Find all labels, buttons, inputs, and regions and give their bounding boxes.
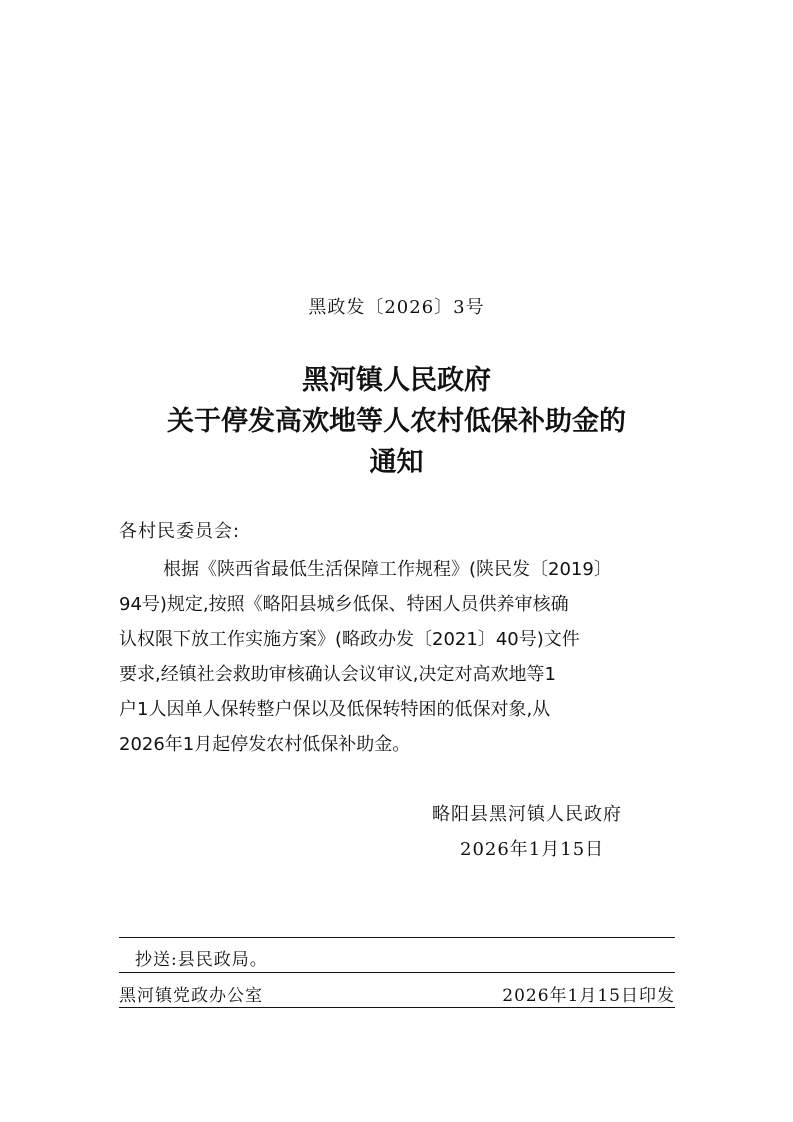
body-line-3: 认权限下放工作实施方案》(略政办发〔2021〕40号)文件 bbox=[119, 629, 580, 650]
title-line-3: 通知 bbox=[369, 447, 424, 478]
footer-divider-middle bbox=[119, 972, 675, 973]
title-line-1: 黑河镇人民政府 bbox=[302, 365, 491, 396]
document-title bbox=[0, 360, 793, 483]
body-paragraph bbox=[119, 552, 679, 762]
issue-date: 2026年1月15日印发 bbox=[502, 986, 675, 1006]
issuing-office: 黑河镇党政办公室 bbox=[119, 986, 263, 1006]
signature-organization: 略阳县黑河镇人民政府 bbox=[432, 804, 622, 825]
signature-block bbox=[432, 797, 622, 867]
body-line-1: 根据《陕西省最低生活保障工作规程》(陕民发〔2019〕 bbox=[163, 559, 612, 580]
body-line-6: 2026年1月起停发农村低保补助金。 bbox=[119, 734, 411, 755]
title-line-2: 关于停发高欢地等人农村低保补助金的 bbox=[167, 406, 626, 437]
body-line-5: 户1人因单人保转整户保以及低保转特困的低保对象,从 bbox=[119, 699, 551, 720]
body-line-4: 要求,经镇社会救助审核确认会议审议,决定对高欢地等1 bbox=[119, 664, 556, 685]
footer-divider-top bbox=[119, 937, 675, 938]
salutation: 各村民委员会: bbox=[119, 521, 241, 542]
cc-line: 抄送:县民政局。 bbox=[135, 950, 268, 970]
document-number: 黑政发〔2026〕3号 bbox=[308, 297, 485, 318]
body-line-2: 94号)规定,按照《略阳县城乡低保、特困人员供养审核确 bbox=[119, 594, 569, 615]
signature-date: 2026年1月15日 bbox=[460, 839, 605, 860]
footer-divider-bottom bbox=[119, 1007, 675, 1008]
